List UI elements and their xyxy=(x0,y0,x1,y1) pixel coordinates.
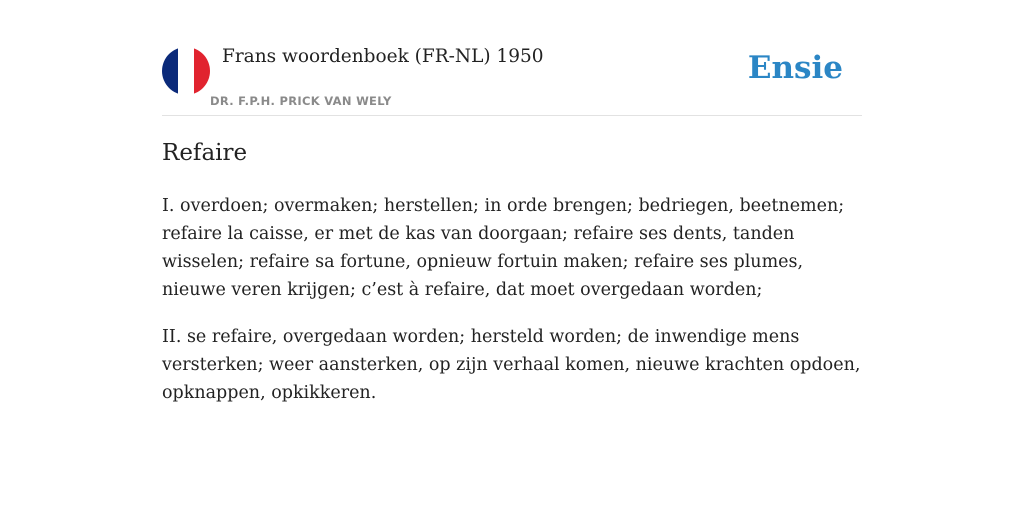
dictionary-title[interactable]: Frans woordenboek (FR-NL) 1950 xyxy=(222,46,544,67)
definition-paragraph: II. se refaire, overgedaan worden; hersteld worden; de inwendige mens versterken; weer aansterken, op zijn verhaal komen, nieuwe krachten opdoen, opknappen, opkikkeren. xyxy=(162,327,861,403)
brand-logo[interactable]: Ensie xyxy=(747,50,843,86)
entry-definitions xyxy=(162,192,862,426)
definition-paragraph: I. overdoen; overmaken; herstellen; in orde brengen; bedriegen, beetnemen; refaire la caisse, er met de kas van doorgaan; refaire ses dents, tanden wisselen; refaire sa fortune, opnieuw fortuin maken; refaire ses plumes, nieuwe veren krijgen; c’est à refaire, dat moet overgedaan worden; xyxy=(162,196,845,300)
french-flag-icon xyxy=(162,47,210,95)
entry-headword: Refaire xyxy=(162,140,248,166)
dictionary-card xyxy=(162,0,862,512)
dictionary-author: DR. F.P.H. PRICK VAN WELY xyxy=(210,94,392,108)
divider xyxy=(162,115,862,116)
